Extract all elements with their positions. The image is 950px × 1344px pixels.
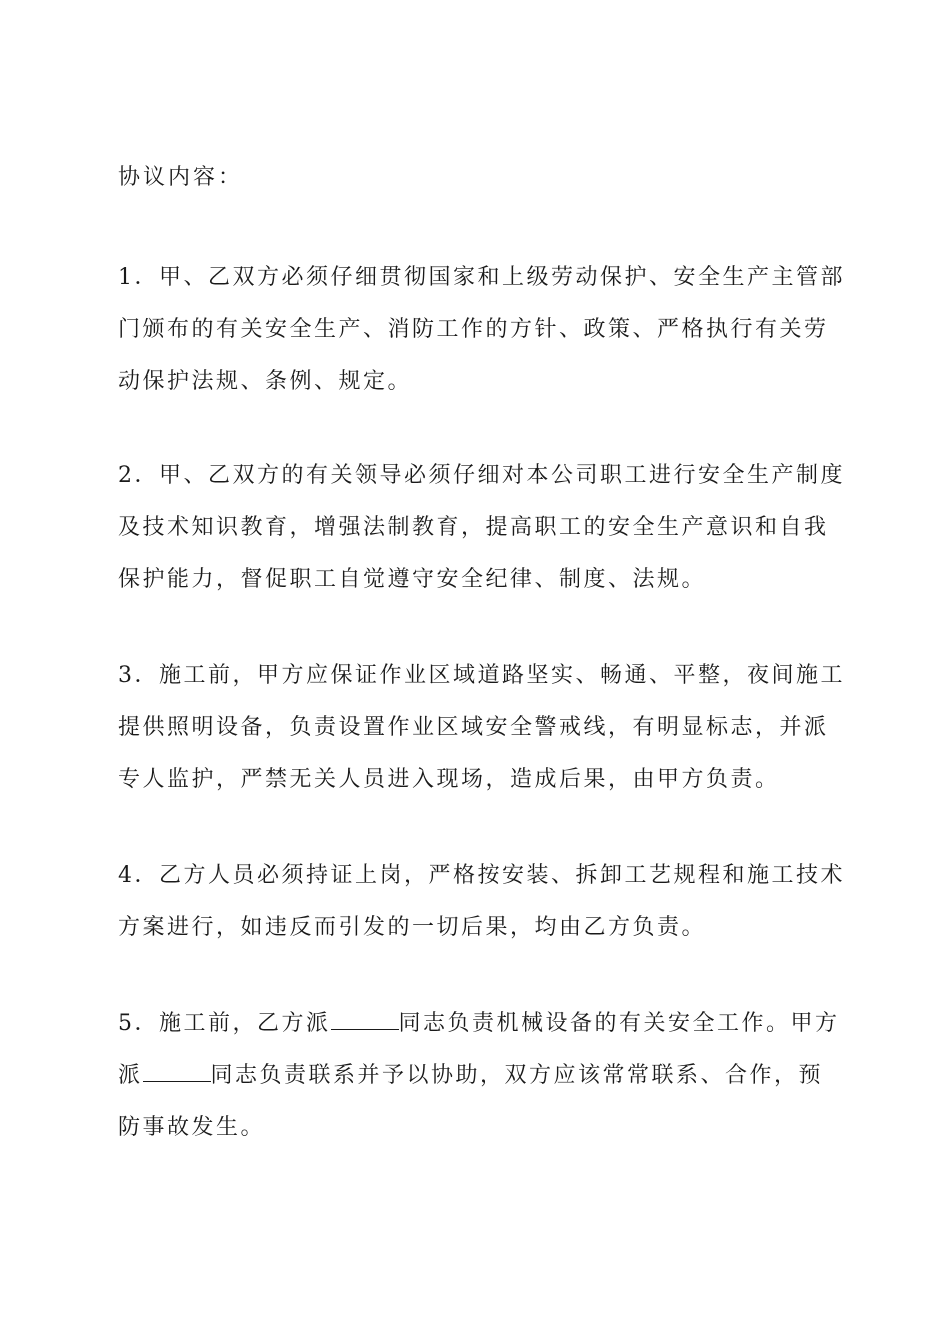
clause-2-line-1: 2．甲、乙双方的有关领导必须仔细对本公司职工进行安全生产制度 (118, 463, 845, 488)
blank-fill-line (331, 1011, 399, 1030)
clause-5-line-2 (118, 1050, 833, 1102)
clause-2-line-2: 及技术知识教育，增强法制教育，提高职工的安全生产意识和自我 (118, 515, 829, 540)
clause-4-line-2: 方案进行，如违反而引发的一切后果，均由乙方负责。 (118, 915, 707, 940)
clause-5-line-1 (118, 998, 840, 1050)
clause-5-line-2-before: 派 (118, 1063, 143, 1088)
clause-3-line-3: 专人监护，严禁无关人员进入现场，造成后果，由甲方负责。 (118, 767, 780, 792)
clause-1-line-2: 门颁布的有关安全生产、消防工作的方针、政策、严格执行有关劳 (118, 317, 829, 342)
blank-fill-line (143, 1063, 211, 1082)
clause-1 (118, 252, 845, 408)
clause-3-line-2: 提供照明设备，负责设置作业区域安全警戒线，有明显标志，并派 (118, 715, 829, 740)
clause-1-line-3: 动保护法规、条例、规定。 (118, 369, 413, 394)
clause-2 (118, 450, 845, 606)
section-heading: 协议内容： (118, 165, 244, 190)
clause-5 (118, 998, 840, 1154)
clause-4 (118, 850, 845, 954)
clause-5-line-1-before: 5．施工前，乙方派 (118, 1011, 331, 1036)
clause-1-line-1: 1．甲、乙双方必须仔细贯彻国家和上级劳动保护、安全生产主管部 (118, 265, 845, 290)
clause-4-line-1: 4．乙方人员必须持证上岗，严格按安装、拆卸工艺规程和施工技术 (118, 863, 845, 888)
clause-3-line-1: 3．施工前，甲方应保证作业区域道路坚实、畅通、平整，夜间施工 (118, 663, 845, 688)
clause-5-line-3: 防事故发生。 (118, 1115, 266, 1140)
clause-5-line-2-after: 同志负责联系并予以协助，双方应该常常联系、合作，预 (210, 1063, 824, 1088)
clause-3 (118, 650, 845, 806)
clause-5-line-1-after: 同志负责机械设备的有关安全工作。甲方 (398, 1011, 840, 1036)
clause-2-line-3: 保护能力，督促职工自觉遵守安全纪律、制度、法规。 (118, 567, 707, 592)
